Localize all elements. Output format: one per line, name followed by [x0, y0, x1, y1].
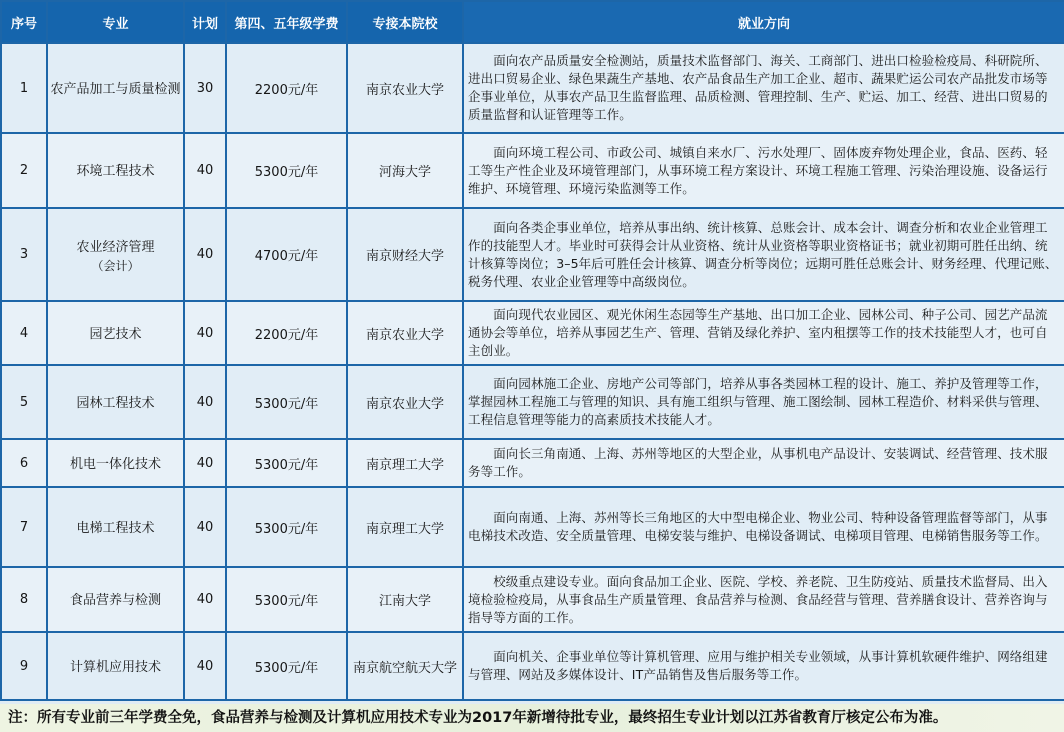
cell-university: 南京农业大学	[347, 43, 463, 133]
cell-plan: 30	[184, 43, 226, 133]
cell-seq: 1	[1, 43, 47, 133]
cell-plan: 40	[184, 365, 226, 439]
cell-seq: 2	[1, 133, 47, 208]
cell-university: 南京航空航天大学	[347, 632, 463, 700]
cell-direction: 面向农产品质量安全检测站，质量技术监督部门、海关、工商部门、进出口检验检疫局、科研院所、进出口贸易企业、绿色果蔬生产基地、农产品食品生产加工企业、超市、蔬果贮运公司农产品批发市场等企事业单位，从事农产品卫生监督监理、品质检测、管理控制、生产、贮运、加工、经营、进出口贸易的质量监督和认证管理等工作。	[463, 43, 1064, 133]
cell-tuition: 5300元/年	[226, 439, 347, 487]
table-row	[1, 439, 1064, 487]
major-name: 园林工程技术	[76, 395, 155, 411]
cell-major	[47, 208, 184, 301]
cell-seq: 8	[1, 567, 47, 632]
header-direction: 就业方向	[463, 1, 1064, 43]
cell-tuition: 2200元/年	[226, 301, 347, 365]
cell-plan: 40	[184, 133, 226, 208]
header-seq: 序号	[1, 1, 47, 43]
cell-tuition: 2200元/年	[226, 43, 347, 133]
table-row	[1, 632, 1064, 700]
cell-seq: 3	[1, 208, 47, 301]
major-name: 农业经济管理	[76, 239, 155, 255]
major-name: 电梯工程技术	[76, 520, 155, 536]
cell-plan: 40	[184, 567, 226, 632]
cell-seq: 4	[1, 301, 47, 365]
header-tuition: 第四、五年级学费	[226, 1, 347, 43]
major-name: 环境工程技术	[76, 164, 155, 179]
table-row	[1, 487, 1064, 567]
cell-tuition: 5300元/年	[226, 365, 347, 439]
cell-plan: 40	[184, 487, 226, 567]
header-university: 专接本院校	[347, 1, 463, 43]
cell-seq: 9	[1, 632, 47, 700]
table-row	[1, 567, 1064, 632]
cell-major	[47, 301, 184, 365]
cell-university: 南京理工大学	[347, 439, 463, 487]
cell-university: 南京农业大学	[347, 365, 463, 439]
cell-university: 江南大学	[347, 567, 463, 632]
major-name: 食品营养与检测	[69, 593, 161, 608]
cell-direction: 面向南通、上海、苏州等长三角地区的大中型电梯企业、物业公司、特种设备管理监督等部门，从事电梯技术改造、安全质量管理、电梯安装与维护、电梯设备调试、电梯项目管理、电梯销售服务等工作。	[463, 487, 1064, 567]
cell-major	[47, 487, 184, 567]
cell-direction: 面向长三角南通、上海、苏州等地区的大型企业，从事机电产品设计、安装调试、经营管理、技术服务等工作。	[463, 439, 1064, 487]
cell-tuition: 5300元/年	[226, 632, 347, 700]
table-row	[1, 301, 1064, 365]
cell-plan: 40	[184, 439, 226, 487]
cell-university: 南京理工大学	[347, 487, 463, 567]
table-row	[1, 43, 1064, 133]
cell-tuition: 5300元/年	[226, 133, 347, 208]
footnote: 注：所有专业前三年学费全免，食品营养与检测及计算机应用技术专业为2017年新增待批专业，最终招生专业计划以江苏省教育厅核定公布为准。	[0, 704, 1064, 732]
header-major: 专业	[47, 1, 184, 43]
cell-direction: 校级重点建设专业。面向食品加工企业、医院、学校、养老院、卫生防疫站、质量技术监督局、出入境检验检疫局，从事食品生产质量管理、食品营养与检测、食品经营与管理、营养膳食设计、营养咨询与指导等方面的工作。	[463, 567, 1064, 632]
cell-major	[47, 365, 184, 439]
cell-university: 河海大学	[347, 133, 463, 208]
cell-university: 南京财经大学	[347, 208, 463, 301]
cell-plan: 40	[184, 301, 226, 365]
cell-tuition: 5300元/年	[226, 567, 347, 632]
table-row	[1, 133, 1064, 208]
cell-major	[47, 567, 184, 632]
major-name: 农产品加工与质量检测	[50, 81, 181, 97]
cell-seq: 5	[1, 365, 47, 439]
cell-plan: 40	[184, 208, 226, 301]
cell-plan: 40	[184, 632, 226, 700]
cell-seq: 6	[1, 439, 47, 487]
cell-major	[47, 439, 184, 487]
major-name: 机电一体化技术	[69, 456, 161, 472]
table-header-row	[1, 1, 1064, 43]
cell-tuition: 4700元/年	[226, 208, 347, 301]
major-name: 计算机应用技术	[69, 659, 161, 675]
cell-direction: 面向园林施工企业、房地产公司等部门，培养从事各类园林工程的设计、施工、养护及管理等工作，掌握园林工程施工与管理的知识、具有施工组织与管理、施工图绘制、园林工程造价、材料采供与管理、工程信息管理等能力的高素质技术技能人才。	[463, 365, 1064, 439]
cell-direction: 面向环境工程公司、市政公司、城镇自来水厂、污水处理厂、固体废弃物处理企业，食品、医药、轻工等生产性企业及环境管理部门，从事环境工程方案设计、环境工程施工管理、污染治理设施、设备运行维护、环境管理、环境污染监测等工作。	[463, 133, 1064, 208]
major-sub: （会计）	[91, 258, 140, 273]
table-row	[1, 208, 1064, 301]
cell-seq: 7	[1, 487, 47, 567]
cell-major	[47, 133, 184, 208]
cell-university: 南京农业大学	[347, 301, 463, 365]
cell-direction: 面向现代农业园区、观光休闲生态园等生产基地、出口加工企业、园林公司、种子公司、园艺产品流通协会等单位，培养从事园艺生产、管理、营销及绿化养护、室内租摆等工作的技术技能型人才，也可自主创业。	[463, 301, 1064, 365]
cell-major	[47, 632, 184, 700]
cell-major	[47, 43, 184, 133]
header-plan: 计划	[184, 1, 226, 43]
cell-direction: 面向机关、企事业单位等计算机管理、应用与维护相关专业领域，从事计算机软硬件维护、网络组建与管理、网站及多媒体设计、IT产品销售及售后服务等工作。	[463, 632, 1064, 700]
major-name: 园艺技术	[89, 326, 142, 342]
cell-direction: 面向各类企事业单位，培养从事出纳、统计核算、总账会计、成本会计、调查分析和农业企业管理工作的技能型人才。毕业时可获得会计从业资格、统计从业资格等职业资格证书；就业初期可胜任出纳、统计核算等岗位；3–5年后可胜任会计核算、调查分析等岗位；远期可胜任总账会计、财务经理、代理记账、税务代理、农业企业管理等中高级岗位。	[463, 208, 1064, 301]
cell-tuition: 5300元/年	[226, 487, 347, 567]
table-row	[1, 365, 1064, 439]
